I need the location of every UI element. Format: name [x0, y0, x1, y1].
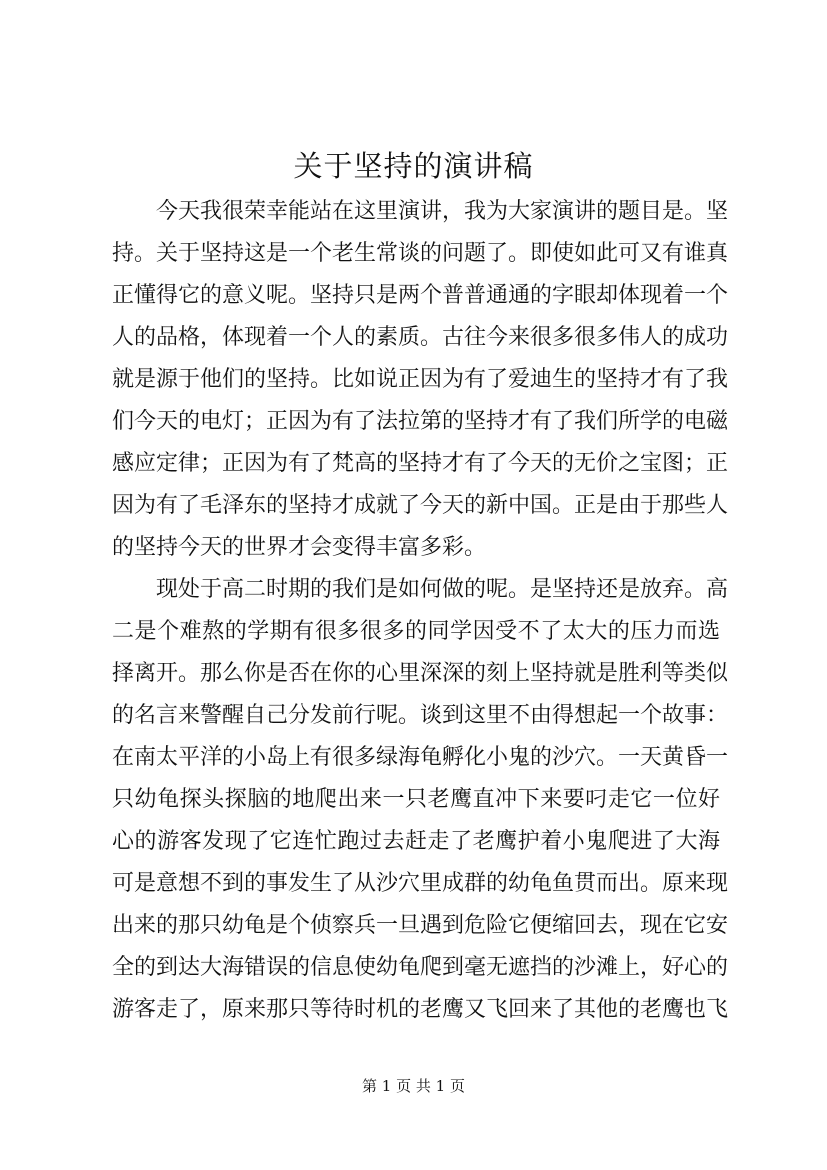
- page-number-footer: 第 1 页 共 1 页: [362, 1077, 465, 1095]
- text-line: 人的品格，体现着一个人的素质。古往今来很多很多伟人的成功: [112, 325, 729, 350]
- text-line: 今天我很荣幸能站在这里演讲，我为大家演讲的题目是。坚: [156, 199, 729, 224]
- text-line: 感应定律；正因为有了梵高的坚持才有了今天的无价之宝图；正: [112, 451, 729, 476]
- text-line: 在南太平洋的小岛上有很多绿海龟孵化小鬼的沙穴。一天黄昏一: [112, 745, 729, 770]
- text-line: 正懂得它的意义呢。坚持只是两个普普通通的字眼却体现着一个: [112, 283, 729, 308]
- text-line: 只幼龟探头探脑的地爬出来一只老鹰直冲下来要叼走它一位好: [112, 787, 720, 812]
- document-title: 关于坚持的演讲稿: [293, 149, 534, 183]
- text-line: 持。关于坚持这是一个老生常谈的问题了。即使如此可又有谁真: [112, 241, 729, 266]
- text-line: 二是个难熬的学期有很多很多的同学因受不了太大的压力而选: [112, 619, 720, 644]
- text-line: 全的到达大海错误的信息使幼龟爬到毫无遮挡的沙滩上，好心的: [112, 955, 729, 980]
- text-line: 因为有了毛泽东的坚持才成就了今天的新中国。正是由于那些人: [112, 493, 729, 518]
- text-line: 出来的那只幼龟是个侦察兵一旦遇到危险它便缩回去，现在它安: [112, 913, 729, 938]
- paragraph-1: [112, 191, 729, 569]
- text-line: 现处于高二时期的我们是如何做的呢。是坚持还是放弃。高: [156, 577, 729, 602]
- text-line: 择离开。那么你是否在你的心里深深的刻上坚持就是胜利等类似: [112, 661, 729, 686]
- text-line: 可是意想不到的事发生了从沙穴里成群的幼龟鱼贯而出。原来现: [112, 871, 729, 896]
- text-line: 的坚持今天的世界才会变得丰富多彩。: [112, 535, 487, 560]
- text-line: 游客走了，原来那只等待时机的老鹰又飞回来了其他的老鹰也飞: [112, 997, 729, 1022]
- document-body: [112, 191, 729, 1031]
- paragraph-2: [112, 569, 729, 1031]
- text-line: 们今天的电灯；正因为有了法拉第的坚持才有了我们所学的电磁: [112, 409, 729, 434]
- text-line: 就是源于他们的坚持。比如说正因为有了爱迪生的坚持才有了我: [112, 367, 729, 392]
- text-line: 的名言来警醒自己分发前行呢。谈到这里不由得想起一个故事：: [112, 703, 729, 728]
- text-line: 心的游客发现了它连忙跑过去赶走了老鹰护着小鬼爬进了大海: [112, 829, 720, 854]
